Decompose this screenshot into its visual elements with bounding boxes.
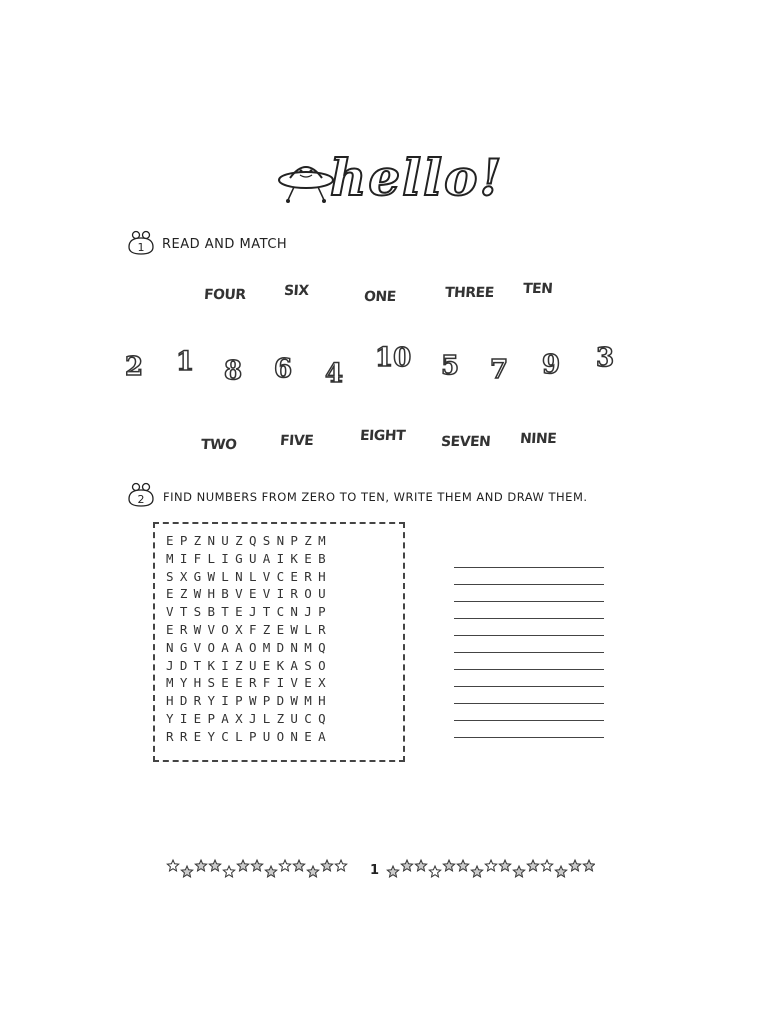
star-icon: [429, 866, 440, 877]
star-icon: [293, 860, 304, 871]
number-figure: 4: [325, 359, 344, 389]
match-word: SIX: [283, 283, 310, 299]
star-icon: [527, 860, 538, 871]
grid-row: JDTKIZUEKASO: [166, 657, 332, 673]
match-word: FIVE: [279, 433, 314, 449]
star-icon: [237, 860, 248, 871]
answer-line: [454, 567, 604, 568]
answer-line: [454, 737, 604, 738]
star-icon: [541, 860, 552, 871]
star-icon: [335, 860, 346, 871]
star-icon: [265, 866, 276, 877]
grid-row: SXGWLNLVCERH: [166, 568, 332, 584]
star-icon: [443, 860, 454, 871]
grid-row: HDRYIPWPDWMH: [166, 693, 332, 709]
answer-line: [454, 635, 604, 636]
number-figure: 5: [441, 351, 460, 381]
grid-row: EPZNUZQSNPZM: [166, 533, 332, 548]
number-figure: 2: [125, 352, 144, 382]
grid-row: YIEPAXJLZUCQ: [166, 710, 332, 726]
word-search-grid: [166, 532, 332, 746]
star-icon: [387, 866, 398, 877]
star-icon: [499, 860, 510, 871]
star-icon: [181, 866, 192, 877]
star-icon: [583, 860, 594, 871]
grid-row: RREYCLPUONEA: [166, 728, 332, 744]
star-icon: [279, 860, 290, 871]
answer-line: [454, 584, 604, 585]
page-title: hello!: [330, 148, 504, 207]
star-icon: [471, 866, 482, 877]
star-icon: [513, 866, 524, 877]
grid-row: NGVOAAOMDNMQ: [166, 639, 332, 655]
number-figure: 6: [274, 354, 293, 384]
number-figure: 9: [542, 350, 561, 380]
grid-row: VTSBTEJTCNJP: [166, 604, 332, 620]
grid-row: MIFLIGUAIKEB: [166, 550, 332, 566]
page-number: 1: [370, 863, 380, 878]
number-figure: 8: [224, 356, 243, 386]
star-icon: [167, 860, 178, 871]
answer-line: [454, 601, 604, 602]
match-word: EIGHT: [359, 428, 406, 444]
section1-badge-number: 1: [137, 241, 145, 254]
match-word: SEVEN: [440, 434, 491, 450]
number-figure: 7: [490, 355, 509, 385]
match-word: NINE: [519, 431, 557, 447]
star-icon: [209, 860, 220, 871]
match-word: ONE: [363, 289, 397, 305]
star-icon: [401, 860, 412, 871]
star-icon: [307, 866, 318, 877]
section2-instruction: FIND NUMBERS FROM ZERO TO TEN, WRITE THEM AND DRAW THEM.: [163, 490, 588, 504]
star-icon: [223, 866, 234, 877]
star-icon: [555, 866, 566, 877]
number-figure: 10: [375, 343, 412, 373]
star-icon: [569, 860, 580, 871]
star-border-icon: [165, 855, 595, 885]
number-figure: 3: [596, 343, 615, 373]
number-figure: 1: [176, 347, 195, 377]
star-icon: [195, 860, 206, 871]
star-icon: [485, 860, 496, 871]
section2-badge-number: 2: [137, 493, 145, 506]
match-word: TEN: [522, 281, 553, 297]
answer-line: [454, 686, 604, 687]
section1-badge-icon: [126, 229, 156, 257]
section2-badge-icon: [126, 481, 156, 509]
match-word: THREE: [444, 285, 495, 301]
answer-line: [454, 720, 604, 721]
answer-line: [454, 703, 604, 704]
star-icon: [415, 860, 426, 871]
answer-line: [454, 669, 604, 670]
match-word: FOUR: [203, 287, 247, 303]
star-icon: [251, 860, 262, 871]
ufo-icon: [276, 156, 336, 206]
grid-row: ERWVOXFZEWLR: [166, 621, 332, 637]
answer-line: [454, 652, 604, 653]
star-icon: [321, 860, 332, 871]
grid-row: MYHSEERFIVEX: [166, 675, 332, 691]
grid-row: EZWHBVEVIROU: [166, 586, 332, 602]
section1-instruction: READ AND MATCH: [162, 237, 288, 252]
star-icon: [457, 860, 468, 871]
answer-line: [454, 618, 604, 619]
match-word: TWO: [200, 437, 237, 453]
